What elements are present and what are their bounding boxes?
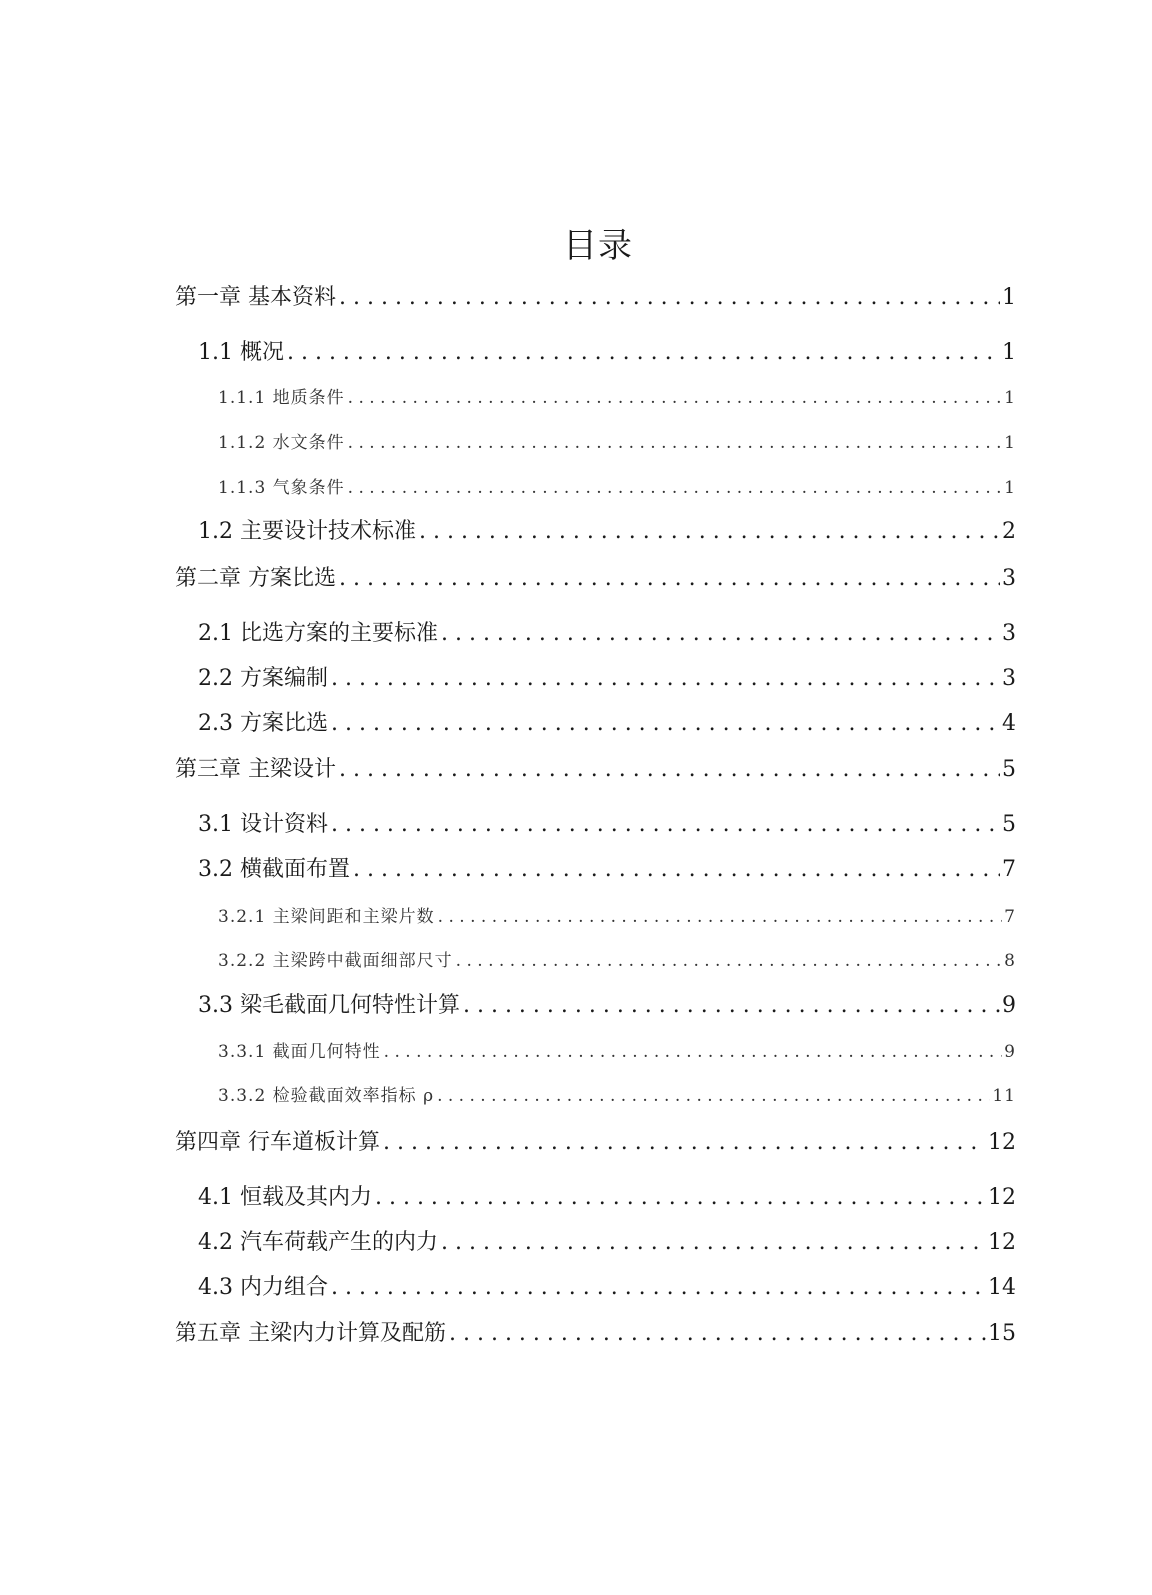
dot-leader bbox=[353, 857, 1000, 882]
toc-entry-label: 第三章 主梁设计 bbox=[175, 757, 336, 782]
toc-entry-label: 1.1.1 地质条件 bbox=[218, 388, 345, 408]
dot-leader bbox=[419, 519, 1000, 544]
toc-page-number: 1 bbox=[1004, 388, 1016, 408]
toc-page-number: 12 bbox=[988, 1185, 1016, 1210]
dot-leader bbox=[348, 478, 1003, 498]
toc-entry-chapter-3[interactable] bbox=[175, 752, 1016, 783]
toc-entry-label: 第四章 行车道板计算 bbox=[175, 1130, 380, 1155]
toc-page-number: 1 bbox=[1004, 478, 1016, 498]
dot-leader bbox=[331, 711, 1000, 736]
toc-entry-chapter-4[interactable] bbox=[175, 1125, 1016, 1156]
toc-page-number: 5 bbox=[1002, 757, 1016, 782]
toc-entry-label: 3.2.1 主梁间距和主梁片数 bbox=[218, 907, 435, 927]
toc-page-number: 8 bbox=[1004, 951, 1016, 971]
dot-leader bbox=[331, 666, 1000, 691]
toc-entry-label: 4.1 恒载及其内力 bbox=[198, 1185, 372, 1210]
dot-leader bbox=[438, 907, 1003, 927]
toc-page-number: 15 bbox=[988, 1321, 1016, 1346]
dot-leader bbox=[383, 1130, 986, 1155]
toc-entry-label: 第一章 基本资料 bbox=[175, 285, 336, 310]
dot-leader bbox=[449, 1321, 986, 1346]
toc-entry-label: 3.3.2 检验截面效率指标 ρ bbox=[218, 1086, 435, 1106]
dot-leader bbox=[384, 1042, 1003, 1062]
toc-page-number: 9 bbox=[1004, 1042, 1016, 1062]
toc-entry-section-2-2[interactable] bbox=[198, 661, 1016, 692]
toc-entry-section-3-2[interactable] bbox=[198, 852, 1016, 883]
dot-leader bbox=[339, 566, 1000, 591]
toc-entry-label: 3.2 横截面布置 bbox=[198, 857, 350, 882]
toc-entry-label: 4.2 汽车荷载产生的内力 bbox=[198, 1230, 438, 1255]
dot-leader bbox=[339, 757, 1000, 782]
toc-page-number: 7 bbox=[1002, 857, 1016, 882]
toc-entry-section-1-2[interactable] bbox=[198, 514, 1016, 545]
toc-entry-section-4-2[interactable] bbox=[198, 1225, 1016, 1256]
dot-leader bbox=[339, 285, 1000, 310]
toc-entry-chapter-2[interactable] bbox=[175, 561, 1016, 592]
toc-entry-subsection-1-1-2[interactable] bbox=[218, 428, 1016, 453]
toc-page-number: 3 bbox=[1002, 666, 1016, 691]
toc-entry-label: 2.3 方案比选 bbox=[198, 711, 328, 736]
toc-page-number: 11 bbox=[992, 1086, 1016, 1106]
toc-page-number: 4 bbox=[1002, 711, 1016, 736]
toc-entry-label: 3.3.1 截面几何特性 bbox=[218, 1042, 381, 1062]
toc-entry-label: 4.3 内力组合 bbox=[198, 1275, 328, 1300]
toc-page-number: 1 bbox=[1002, 285, 1016, 310]
toc-entry-section-3-3[interactable] bbox=[198, 988, 1016, 1019]
toc-page-number: 7 bbox=[1004, 907, 1016, 927]
toc-entry-label: 3.3 梁毛截面几何特性计算 bbox=[198, 993, 460, 1018]
toc-entry-section-1-1[interactable] bbox=[198, 335, 1016, 366]
dot-leader bbox=[348, 388, 1003, 408]
toc-page-number: 5 bbox=[1002, 812, 1016, 837]
toc-entry-subsection-1-1-1[interactable] bbox=[218, 383, 1016, 408]
toc-page-number: 3 bbox=[1002, 621, 1016, 646]
dot-leader bbox=[287, 340, 1000, 365]
toc-page-number: 14 bbox=[988, 1275, 1016, 1300]
toc-entry-section-4-3[interactable] bbox=[198, 1270, 1016, 1301]
toc-entry-section-2-3[interactable] bbox=[198, 706, 1016, 737]
toc-page-number: 1 bbox=[1002, 340, 1016, 365]
toc-entry-label: 2.2 方案编制 bbox=[198, 666, 328, 691]
toc-page-number: 1 bbox=[1004, 433, 1016, 453]
toc-entry-section-2-1[interactable] bbox=[198, 616, 1016, 647]
toc-title: 目录 bbox=[563, 226, 633, 266]
toc-entry-subsection-3-3-1[interactable] bbox=[218, 1037, 1016, 1062]
dot-leader bbox=[441, 1230, 986, 1255]
toc-entry-section-4-1[interactable] bbox=[198, 1180, 1016, 1211]
toc-entry-section-3-1[interactable] bbox=[198, 807, 1016, 838]
toc-entry-label: 3.2.2 主梁跨中截面细部尺寸 bbox=[218, 951, 453, 971]
toc-page-number: 9 bbox=[1002, 993, 1016, 1018]
dot-leader bbox=[331, 1275, 986, 1300]
toc-entry-label: 第二章 方案比选 bbox=[175, 566, 336, 591]
toc-entry-subsection-1-1-3[interactable] bbox=[218, 473, 1016, 498]
dot-leader bbox=[441, 621, 1000, 646]
toc-entry-label: 第五章 主梁内力计算及配筋 bbox=[175, 1321, 446, 1346]
toc-entry-label: 1.1.3 气象条件 bbox=[218, 478, 345, 498]
toc-page-number: 2 bbox=[1002, 519, 1016, 544]
toc-entry-subsection-3-2-2[interactable] bbox=[218, 946, 1016, 971]
dot-leader bbox=[375, 1185, 986, 1210]
toc-entry-label: 1.1 概况 bbox=[198, 340, 284, 365]
toc-entry-label: 3.1 设计资料 bbox=[198, 812, 328, 837]
toc-page-number: 12 bbox=[988, 1230, 1016, 1255]
dot-leader bbox=[331, 812, 1000, 837]
dot-leader bbox=[463, 993, 1000, 1018]
dot-leader bbox=[456, 951, 1003, 971]
toc-entry-label: 2.1 比选方案的主要标准 bbox=[198, 621, 438, 646]
dot-leader bbox=[437, 1086, 990, 1106]
dot-leader bbox=[348, 433, 1003, 453]
toc-entry-chapter-1[interactable] bbox=[175, 280, 1016, 311]
toc-entry-chapter-5[interactable] bbox=[175, 1316, 1016, 1347]
toc-page-number: 3 bbox=[1002, 566, 1016, 591]
toc-entry-label: 1.2 主要设计技术标准 bbox=[198, 519, 416, 544]
toc-entry-subsection-3-2-1[interactable] bbox=[218, 902, 1016, 927]
toc-entry-subsection-3-3-2[interactable] bbox=[218, 1081, 1016, 1106]
toc-page-number: 12 bbox=[988, 1130, 1016, 1155]
toc-entry-label: 1.1.2 水文条件 bbox=[218, 433, 345, 453]
